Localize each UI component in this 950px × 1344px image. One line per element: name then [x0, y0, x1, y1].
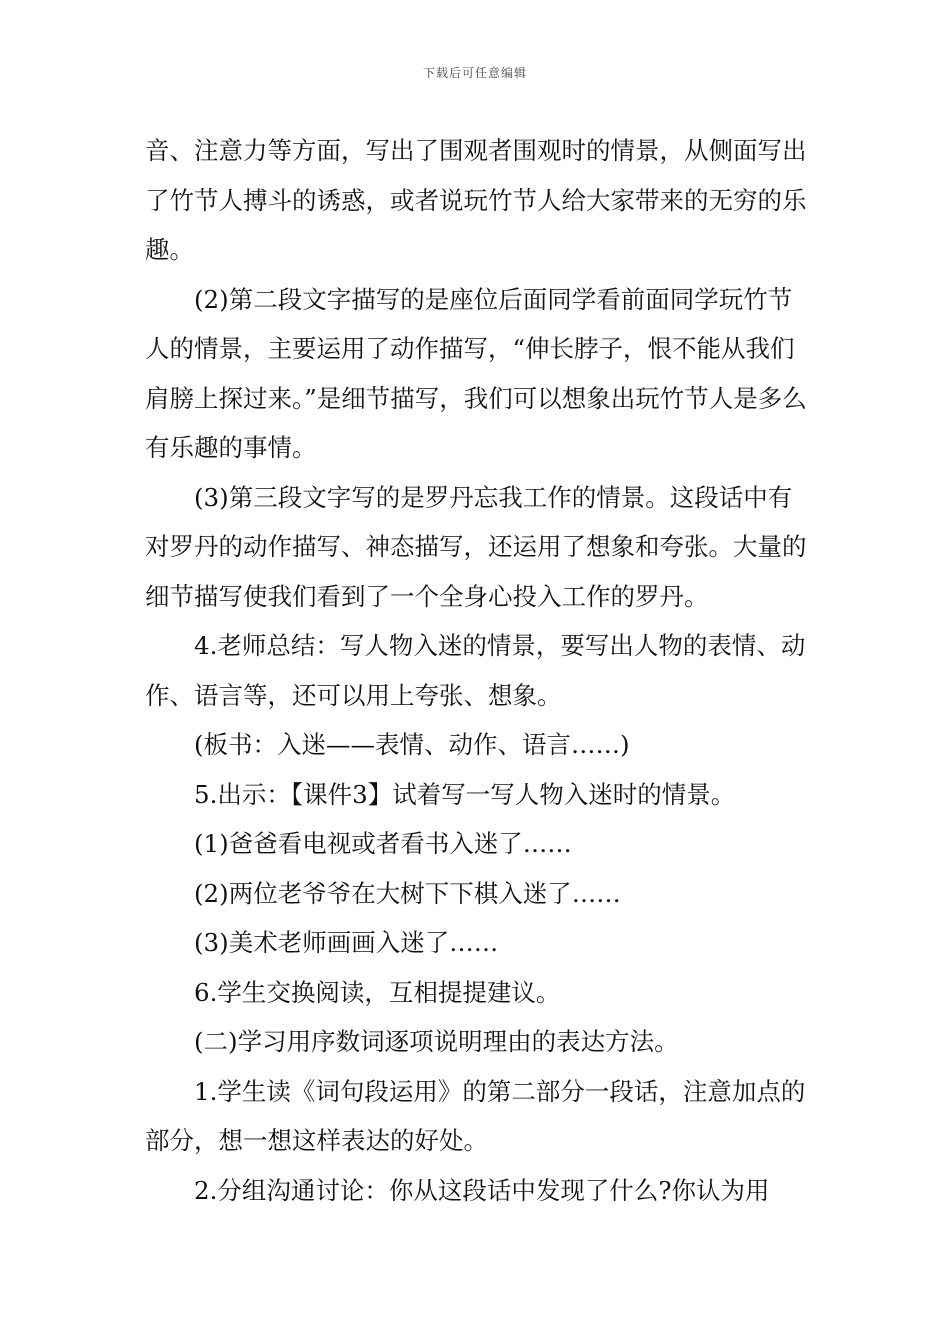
paragraph-3: (3)第三段文字写的是罗丹忘我工作的情景。这段话中有对罗丹的动作描写、神态描写，还运用了想象和夸张。大量的细节描写使我们看到了一个全身心投入工作的罗丹。: [145, 482, 807, 611]
document-body: [145, 126, 810, 1215]
paragraph-8: (2)两位老爷爷在大树下下棋入迷了……: [194, 878, 621, 908]
paragraph-10: 6.学生交换阅读，互相提提建议。: [194, 977, 561, 1007]
paragraph-4: 4.老师总结：写人物入迷的情景，要写出人物的表情、动作、语言等，还可以用上夸张、想象。: [145, 631, 806, 710]
paragraph-5: (板书：入迷——表情、动作、语言……): [194, 730, 630, 759]
paragraph-7: (1)爸爸看电视或者看书入迷了……: [194, 829, 572, 858]
paragraph-6: 5.出示：【课件3】试着写一写人物入迷时的情景。: [194, 779, 736, 809]
paragraph-9: (3)美术老师画画入迷了……: [194, 928, 499, 957]
paragraph-2: (2)第二段文字描写的是座位后面同学看前面同学玩竹节人的情景，主要运用了动作描写，“伸长脖子，恨不能从我们肩膀上探过来。”是细节描写，我们可以想象出玩竹节人是多么有乐趣的事情。: [145, 284, 807, 462]
paragraph-11: (二)学习用序数词逐项说明理由的表达方法。: [194, 1027, 679, 1056]
paragraph-1: 音、注意力等方面，写出了围观者围观时的情景，从侧面写出了竹节人搏斗的诱惑，或者说玩竹节人给大家带来的无穷的乐趣。: [145, 136, 807, 264]
paragraph-12: 1.学生读《词句段运用》的第二部分一段话，注意加点的部分，想一想这样表达的好处。: [145, 1076, 806, 1155]
paragraph-13: 2.分组沟通讨论：你从这段话中发现了什么?你认为用: [194, 1175, 770, 1205]
page-header-note: 下载后可任意编辑: [422, 66, 527, 80]
